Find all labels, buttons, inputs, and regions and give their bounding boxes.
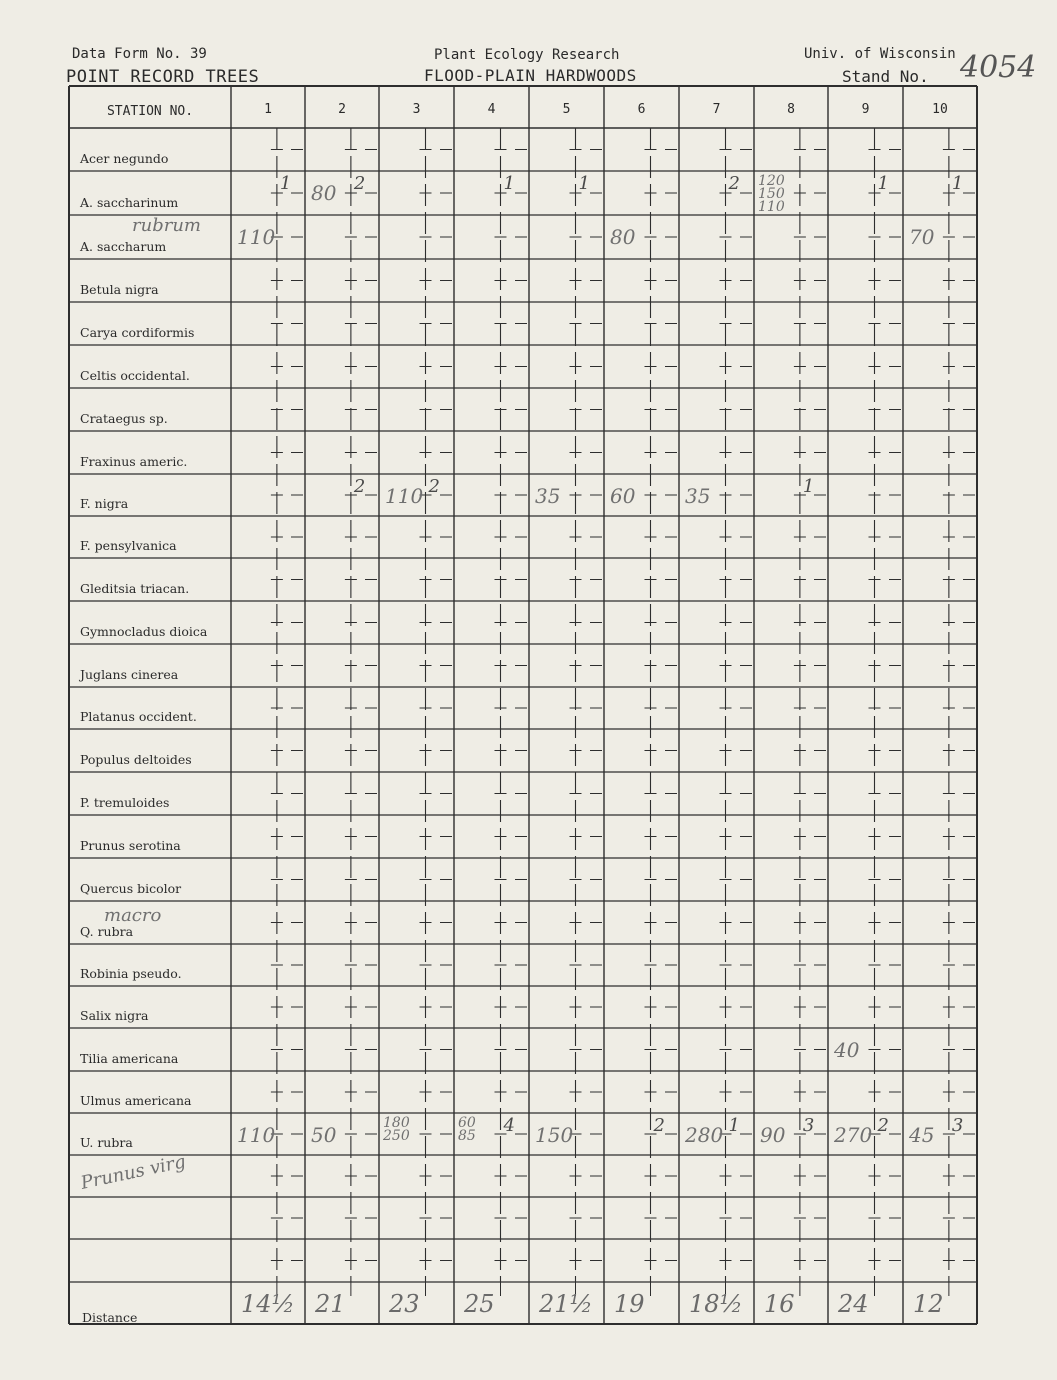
station-number-3: 3 — [412, 102, 421, 117]
tally-entry: 1 — [503, 173, 515, 194]
tally-entry: 60 — [610, 484, 636, 508]
tally-entry: 150 — [758, 186, 785, 202]
species-label: Platanus occident. — [80, 709, 197, 724]
tally-entry: 40 — [834, 1038, 860, 1062]
tally-entry: 85 — [458, 1128, 476, 1144]
species-label: Betula nigra — [80, 282, 159, 297]
tally-entry: 110 — [758, 199, 785, 215]
station-no-header: STATION NO. — [106, 104, 194, 119]
station-number-9: 9 — [861, 102, 870, 117]
handwritten-note-prunus: Prunus virg — [78, 1151, 188, 1194]
species-label: P. tremuloides — [80, 795, 170, 810]
distance-value: 21 — [315, 1290, 346, 1318]
tally-entry: 1 — [279, 173, 292, 194]
tally-entry: 3 — [802, 1115, 815, 1136]
org-line-2: FLOOD-PLAIN HARDWOODS — [424, 66, 637, 85]
station-number-4: 4 — [487, 102, 496, 117]
stand-number: 4054 — [960, 50, 1037, 85]
station-number-5: 5 — [562, 102, 571, 117]
species-label: U. rubra — [80, 1135, 133, 1150]
tally-entry: 50 — [311, 1123, 337, 1147]
tally-entry: 3 — [951, 1115, 964, 1136]
tally-entry: 35 — [685, 484, 711, 508]
tally-entry: 2 — [428, 476, 440, 497]
tally-entry: 80 — [610, 225, 636, 249]
tally-entry: 150 — [535, 1123, 574, 1147]
tally-entry: 1 — [578, 173, 590, 194]
species-label: Juglans cinerea — [80, 667, 179, 682]
tally-entry: 180 — [383, 1115, 410, 1131]
tally-entry: 280 — [685, 1123, 724, 1147]
species-label: A. saccharum — [80, 239, 167, 254]
species-label: Fraxinus americ. — [80, 454, 188, 469]
stand-label: Stand No. — [842, 67, 929, 86]
species-label: Carya cordiformis — [80, 325, 195, 340]
species-label: F. nigra — [80, 496, 129, 511]
species-label: Acer negundo — [80, 151, 169, 166]
tally-entry: 70 — [909, 225, 935, 249]
tally-entry: 80 — [311, 181, 337, 205]
species-label: F. pensylvanica — [80, 538, 177, 553]
distance-value: 23 — [389, 1290, 420, 1318]
tally-entry: 110 — [237, 225, 276, 249]
tally-entry: 270 — [834, 1123, 873, 1147]
tally-entry: 4 — [503, 1115, 515, 1136]
species-label: Populus deltoides — [80, 752, 192, 767]
species-label: Robinia pseudo. — [80, 966, 182, 981]
handwritten-note-rubrum: rubrum — [132, 215, 201, 236]
tally-entry: 250 — [383, 1128, 410, 1144]
tally-entry: 1 — [951, 173, 964, 194]
station-number-2: 2 — [338, 102, 346, 117]
species-label: Q. rubra — [80, 924, 134, 939]
tally-entry: 1 — [877, 173, 889, 194]
tally-entry: 90 — [760, 1123, 786, 1147]
distance-value: 21½ — [539, 1290, 593, 1318]
form-title: POINT RECORD TREES — [66, 67, 260, 87]
distance-value: 14½ — [241, 1290, 295, 1318]
tally-entry: 2 — [353, 173, 366, 194]
station-number-7: 7 — [712, 102, 721, 117]
distance-value: 19 — [614, 1290, 645, 1318]
station-number-1: 1 — [264, 102, 272, 117]
tally-entry: 2 — [353, 476, 366, 497]
species-label: Gleditsia triacan. — [80, 581, 190, 596]
tally-entry: 1 — [802, 476, 815, 497]
tally-entry: 120 — [758, 173, 785, 189]
species-label: Salix nigra — [80, 1008, 149, 1023]
species-label: Ulmus americana — [80, 1093, 192, 1108]
distance-value: 18½ — [689, 1290, 743, 1318]
station-number-6: 6 — [637, 102, 646, 117]
university: Univ. of Wisconsin — [804, 46, 956, 62]
distance-value: 12 — [913, 1290, 944, 1318]
species-label: A. saccharinum — [80, 195, 179, 210]
species-label: Crataegus sp. — [80, 411, 168, 426]
org-line-1: Plant Ecology Research — [434, 47, 620, 63]
distance-value: 24 — [838, 1290, 869, 1318]
station-number-10: 10 — [932, 102, 948, 117]
species-label: Quercus bicolor — [80, 881, 182, 896]
species-label: Prunus serotina — [80, 838, 181, 853]
tally-entry: 2 — [877, 1115, 889, 1136]
species-label: Gymnocladus dioica — [80, 624, 208, 639]
distance-label: Distance — [82, 1310, 138, 1325]
tally-entry: 1 — [728, 1115, 740, 1136]
tally-entry: 35 — [535, 484, 561, 508]
tally-entry: 110 — [385, 484, 424, 508]
tally-entry: 60 — [458, 1115, 476, 1131]
handwritten-note-macro: macro — [104, 905, 162, 926]
tally-entry: 110 — [237, 1123, 276, 1147]
distance-value: 16 — [764, 1290, 795, 1318]
form-number: Data Form No. 39 — [72, 46, 207, 62]
tally-entry: 2 — [728, 173, 740, 194]
station-number-8: 8 — [787, 102, 795, 117]
tally-entry: 2 — [653, 1115, 665, 1136]
tally-entry: 45 — [909, 1123, 935, 1147]
species-label: Tilia americana — [80, 1051, 179, 1066]
species-label: Celtis occidental. — [80, 368, 190, 383]
distance-value: 25 — [464, 1290, 495, 1318]
